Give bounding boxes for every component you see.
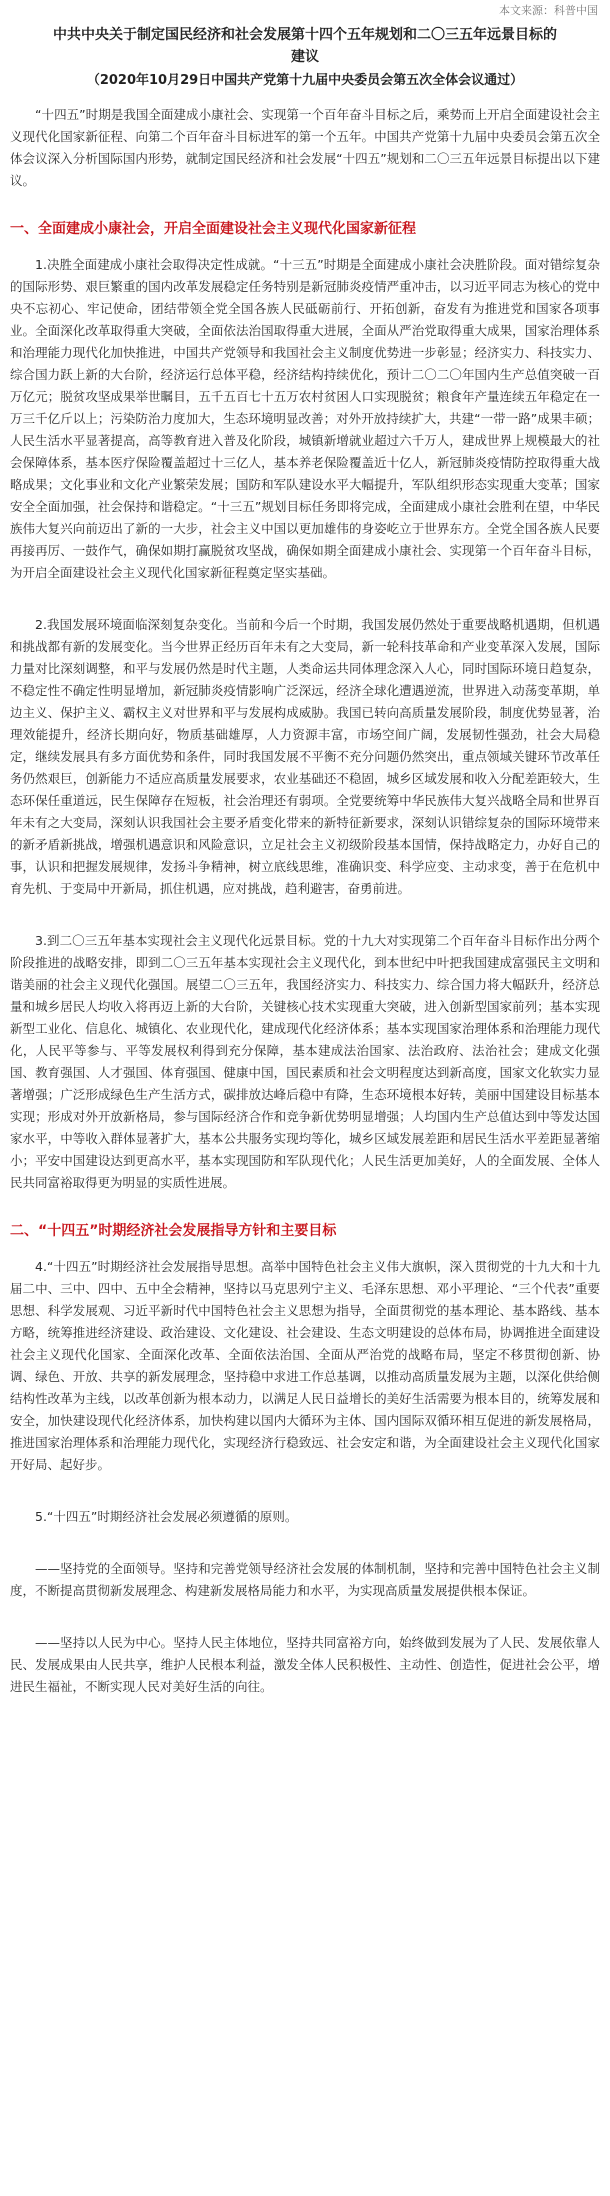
title-line-2: 建议 [291,49,319,65]
source-note: 本文来源：科普中国 [499,4,598,17]
title-line-1: 中共中央关于制定国民经济和社会发展第十四个五年规划和二〇三五年远景目标的 [53,27,557,43]
article-body [0,104,610,1698]
section-heading-1: 一、全面建成小康社会，开启全面建设社会主义现代化国家新征程 [10,221,416,237]
section-heading-2: 二、“十四五”时期经济社会发展指导方针和主要目标 [10,1223,337,1239]
intro-paragraph: “十四五”时期是我国全面建成小康社会、实现第一个百年奋斗目标之后，乘势而上开启全面建设社会主义现代化国家新征程、向第二个百年奋斗目标进军的第一个五年。中国共产党第十九届中央委员会第五次全体会议深入分析国际国内形势，就制定国民经济和社会发展“十四五”规划和二〇三五年远景目标提出以下建议。 [10,107,600,188]
article-title [0,24,610,92]
paragraph: 5.“十四五”时期经济社会发展必须遵循的原则。 [35,1509,298,1524]
paragraph: ——坚持以人民为中心。坚持人民主体地位，坚持共同富裕方向，始终做到发展为了人民、发展依靠人民、发展成果由人民共享，维护人民根本利益，激发全体人民积极性、主动性、创造性，促进社会公平，增进民生福祉，不断实现人民对美好生活的向往。 [10,1635,600,1694]
paragraph: 3.到二〇三五年基本实现社会主义现代化远景目标。党的十九大对实现第二个百年奋斗目标作出分两个阶段推进的战略安排，即到二〇三五年基本实现社会主义现代化，到本世纪中叶把我国建成富强民主文明和谐美丽的社会主义现代化强国。展望二〇三五年，我国经济实力、科技实力、综合国力将大幅跃升，经济总量和城乡居民人均收入将再迈上新的大台阶，关键核心技术实现重大突破，进入创新型国家前列；基本实现新型工业化、信息化、城镇化、农业现代化，建成现代化经济体系；基本实现国家治理体系和治理能力现代化，人民平等参与、平等发展权利得到充分保障，基本建成法治国家、法治政府、法治社会；建成文化强国、教育强国、人才强国、体育强国、健康中国，国民素质和社会文明程度达到新高度，国家文化软实力显著增强；广泛形成绿色生产生活方式，碳排放达峰后稳中有降，生态环境根本好转，美丽中国建设目标基本实现；形成对外开放新格局，参与国际经济合作和竞争新优势明显增强；人均国内生产总值达到中等发达国家水平，中等收入群体显著扩大，基本公共服务实现均等化，城乡区域发展差距和居民生活水平差距显著缩小；平安中国建设达到更高水平，基本实现国防和军队现代化；人民生活更加美好，人的全面发展、全体人民共同富裕取得更为明显的实质性进展。 [10,933,600,1190]
paragraph: 4.“十四五”时期经济社会发展指导思想。高举中国特色社会主义伟大旗帜，深入贯彻党的十九大和十九届二中、三中、四中、五中全会精神，坚持以马克思列宁主义、毛泽东思想、邓小平理论、“三个代表”重要思想、科学发展观、习近平新时代中国特色社会主义思想为指导，全面贯彻党的基本理论、基本路线、基本方略，统筹推进经济建设、政治建设、文化建设、社会建设、生态文明建设的总体布局，协调推进全面建设社会主义现代化国家、全面深化改革、全面依法治国、全面从严治党的战略布局，坚定不移贯彻创新、协调、绿色、开放、共享的新发展理念，坚持稳中求进工作总基调，以推动高质量发展为主题，以深化供给侧结构性改革为主线，以改革创新为根本动力，以满足人民日益增长的美好生活需要为根本目的，统筹发展和安全，加快建设现代化经济体系，加快构建以国内大循环为主体、国内国际双循环相互促进的新发展格局，推进国家治理体系和治理能力现代化，实现经济行稳致远、社会安定和谐，为全面建设社会主义现代化国家开好局、起好步。 [10,1259,600,1472]
paragraph: ——坚持党的全面领导。坚持和完善党领导经济社会发展的体制机制，坚持和完善中国特色社会主义制度，不断提高贯彻新发展理念、构建新发展格局能力和水平，为实现高质量发展提供根本保证。 [10,1561,600,1598]
article-subtitle: （2020年10月29日中国共产党第十九届中央委员会第五次全体会议通过） [86,73,524,88]
paragraph: 2.我国发展环境面临深刻复杂变化。当前和今后一个时期，我国发展仍然处于重要战略机遇期，但机遇和挑战都有新的发展变化。当今世界正经历百年未有之大变局，新一轮科技革命和产业变革深入发展，国际力量对比深刻调整，和平与发展仍然是时代主题，人类命运共同体理念深入人心，同时国际环境日趋复杂，不稳定性不确定性明显增加，新冠肺炎疫情影响广泛深远，经济全球化遭遇逆流，世界进入动荡变革期，单边主义、保护主义、霸权主义对世界和平与发展构成威胁。我国已转向高质量发展阶段，制度优势显著，治理效能提升，经济长期向好，物质基础雄厚，人力资源丰富，市场空间广阔，发展韧性强劲，社会大局稳定，继续发展具有多方面优势和条件，同时我国发展不平衡不充分问题仍然突出，重点领域关键环节改革任务仍然艰巨，创新能力不适应高质量发展要求，农业基础还不稳固，城乡区域发展和收入分配差距较大，生态环保任重道远，民生保障存在短板，社会治理还有弱项。全党要统筹中华民族伟大复兴战略全局和世界百年未有之大变局，深刻认识我国社会主要矛盾变化带来的新特征新要求，深刻认识错综复杂的国际环境带来的新矛盾新挑战，增强机遇意识和风险意识，立足社会主义初级阶段基本国情，保持战略定力，办好自己的事，认识和把握发展规律，发扬斗争精神，树立底线思维，准确识变、科学应变、主动求变，善于在危机中育先机、于变局中开新局，抓住机遇，应对挑战，趋利避害，奋勇前进。 [10,617,600,896]
paragraph: 1.决胜全面建成小康社会取得决定性成就。“十三五”时期是全面建成小康社会决胜阶段。面对错综复杂的国际形势、艰巨繁重的国内改革发展稳定任务特别是新冠肺炎疫情严重冲击，以习近平同志为核心的党中央不忘初心、牢记使命，团结带领全党全国各族人民砥砺前行、开拓创新，奋发有为推进党和国家各项事业。全面深化改革取得重大突破，全面依法治国取得重大进展，全面从严治党取得重大成果，国家治理体系和治理能力现代化加快推进，中国共产党领导和我国社会主义制度优势进一步彰显；经济实力、科技实力、综合国力跃上新的大台阶，经济运行总体平稳，经济结构持续优化，预计二〇二〇年国内生产总值突破一百万亿元；脱贫攻坚成果举世瞩目，五千五百七十五万农村贫困人口实现脱贫；粮食年产量连续五年稳定在一万三千亿斤以上；污染防治力度加大，生态环境明显改善；对外开放持续扩大，共建“一带一路”成果丰硕；人民生活水平显著提高，高等教育进入普及化阶段，城镇新增就业超过六千万人，建成世界上规模最大的社会保障体系，基本医疗保险覆盖超过十三亿人，基本养老保险覆盖近十亿人，新冠肺炎疫情防控取得重大战略成果；文化事业和文化产业繁荣发展；国防和军队建设水平大幅提升，军队组织形态实现重大变革；国家安全全面加强，社会保持和谐稳定。“十三五”规划目标任务即将完成，全面建成小康社会胜利在望，中华民族伟大复兴向前迈出了新的一大步，社会主义中国以更加雄伟的身姿屹立于世界东方。全党全国各族人民要再接再厉、一鼓作气，确保如期打赢脱贫攻坚战，确保如期全面建成小康社会、实现第一个百年奋斗目标，为开启全面建设社会主义现代化国家新征程奠定坚实基础。 [10,257,600,580]
